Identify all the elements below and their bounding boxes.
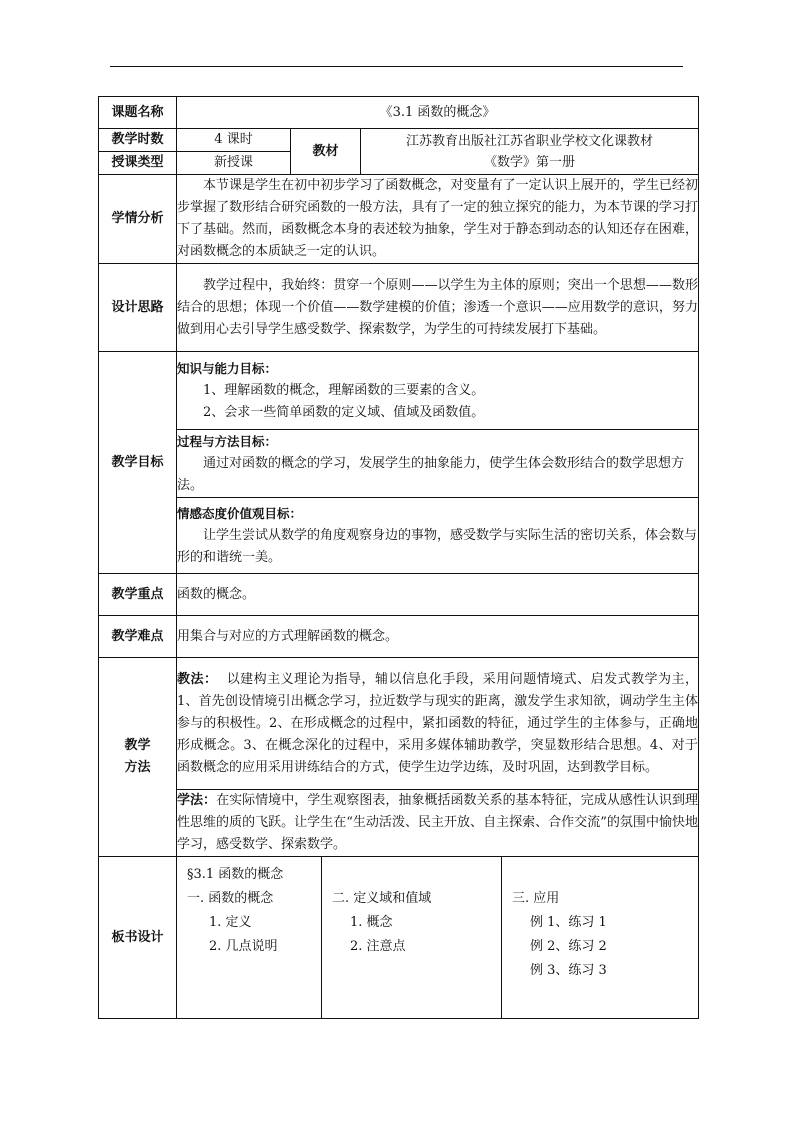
- methods-row-teaching: [99, 658, 699, 790]
- board-row: [99, 857, 699, 1019]
- board-col1-line: §3.1 函数的概念: [187, 867, 284, 882]
- methods-row-learning: [99, 790, 699, 857]
- board-label: 板书设计: [99, 857, 177, 1019]
- knowledge-cell: [177, 352, 699, 430]
- process-heading: 过程与方法目标：: [177, 433, 278, 449]
- textbook-value: [361, 129, 699, 175]
- difficulty-row: [99, 616, 699, 658]
- type-label: 授课类型: [99, 152, 177, 175]
- methods-label-line2: 方法: [124, 760, 151, 775]
- learning-heading: 学法：: [177, 793, 217, 808]
- emotion-text: 让学生尝试从数学的角度观察身边的事物，感受数学与实际生活的密切关系，体会数与形的和谐统一美。: [177, 527, 698, 565]
- textbook-line2: 《数学》第一册: [483, 154, 575, 170]
- lesson-plan-table: [98, 96, 699, 1019]
- goals-row-emotion: [99, 498, 699, 574]
- analysis-text: 本节课是学生在初中初步学习了函数概念，对变量有了一定认识上展开的，学生已经初步掌握了数形结合研究函数的一般方法，具有了一定的独立探究的能力，为本节课的学习打下了基础。然而，函数概念本身的表述较为抽象，学生对于静态到动态的认知还存在困难，对函数概念的本质缺乏一定的认识。: [177, 178, 698, 259]
- key-point-label: 教学重点: [99, 574, 177, 616]
- title-row: [99, 97, 699, 129]
- key-point-row: [99, 574, 699, 616]
- textbook-line1: 江苏教育出版社江苏省职业学校文化课教材: [405, 133, 653, 149]
- board-col3-line: 三. 应用: [512, 891, 560, 906]
- design-label: 设计思路: [99, 264, 177, 352]
- process-text: 通过对函数的概念的学习，发展学生的抽象能力，使学生体会数形结合的数学思想方法。: [177, 455, 685, 493]
- board-col3-line: 例 2、练习 2: [530, 939, 607, 954]
- knowledge-item-2: 2、会求一些简单函数的定义域、值域及函数值。: [203, 404, 485, 420]
- process-cell: [177, 430, 699, 498]
- board-col3-line: 例 1、练习 1: [530, 915, 607, 930]
- methods-label: [99, 658, 177, 857]
- analysis-label: 学情分析: [99, 175, 177, 264]
- emotion-heading: 情感态度价值观目标：: [177, 505, 303, 521]
- board-col-1: [177, 857, 322, 1018]
- board-col2-line: 1. 概念: [350, 915, 393, 930]
- goals-row-knowledge: [99, 352, 699, 430]
- board-col2-line: 二. 定义域和值域: [332, 891, 432, 906]
- difficulty-text: 用集合与对应的方式理解函数的概念。: [177, 616, 699, 658]
- type-value: 新授课: [177, 152, 291, 175]
- key-point-text: 函数的概念。: [177, 574, 699, 616]
- difficulty-label: 教学难点: [99, 616, 177, 658]
- learning-cell: [177, 790, 699, 857]
- analysis-row: [99, 175, 699, 264]
- header-rule: [110, 66, 683, 67]
- analysis-cell: [177, 175, 699, 264]
- emotion-cell: [177, 498, 699, 574]
- title-value: 《3.1 函数的概念》: [177, 97, 699, 129]
- board-col-3: [502, 857, 698, 1018]
- design-text: 教学过程中，我始终：贯穿一个原则——以学生为主体的原则；突出一个思想——数形结合的思想；体现一个价值——数学建模的价值；渗透一个意识——应用数学的意识，努力做到用心去引导学生感受数学、探索数学，为学生的可持续发展打下基础。: [177, 277, 698, 337]
- knowledge-item-1: 1、理解函数的概念，理解函数的三要素的含义。: [203, 382, 485, 398]
- teaching-heading: 教法：: [177, 671, 218, 687]
- goals-label: 教学目标: [99, 352, 177, 574]
- design-cell: [177, 264, 699, 352]
- hours-row: [99, 129, 699, 152]
- title-label: 课题名称: [99, 97, 177, 129]
- board-col-2: [322, 857, 502, 1018]
- board-col1-line: 2. 几点说明: [209, 939, 278, 954]
- board-col1-line: 一. 函数的概念: [187, 891, 274, 906]
- learning-text: 在实际情境中，学生观察图表，抽象概括函数关系的基本特征，完成从感性认识到理性思维的质的飞跃。让学生在“生动活泼、民主开放、自主探索、合作交流”的氛围中愉快地学习，感受数学、探索数学。: [177, 793, 698, 852]
- teaching-text: 以建构主义理论为指导，辅以信息化手段，采用问题情境式、启发式教学为主，1、首先创设情境引出概念学习，拉近数学与现实的距离，激发学生求知欲，调动学生主体参与的积极性。2、在形成概念的过程中，紧扣函数的特征，通过学生的主体参与，正确地形成概念。3、在概念深化的过程中，采用多媒体辅助教学，突显数形结合思想。4、对于函数概念的应用采用讲练结合的方式，使学生边学边练，及时巩固，达到教学目标。: [177, 671, 698, 775]
- board-cell: [177, 857, 699, 1019]
- hours-value: 4 课时: [177, 129, 291, 152]
- teaching-cell: [177, 658, 699, 790]
- knowledge-heading: 知识与能力目标：: [177, 360, 278, 376]
- board-col3-line: 例 3、练习 3: [530, 963, 607, 978]
- design-row: [99, 264, 699, 352]
- textbook-label: 教材: [291, 129, 361, 175]
- board-col2-line: 2. 注意点: [350, 939, 406, 954]
- hours-label: 教学时数: [99, 129, 177, 152]
- board-col1-line: 1. 定义: [209, 915, 252, 930]
- goals-row-process: [99, 430, 699, 498]
- board-columns: [177, 857, 698, 1018]
- methods-label-line1: 教学: [124, 738, 151, 753]
